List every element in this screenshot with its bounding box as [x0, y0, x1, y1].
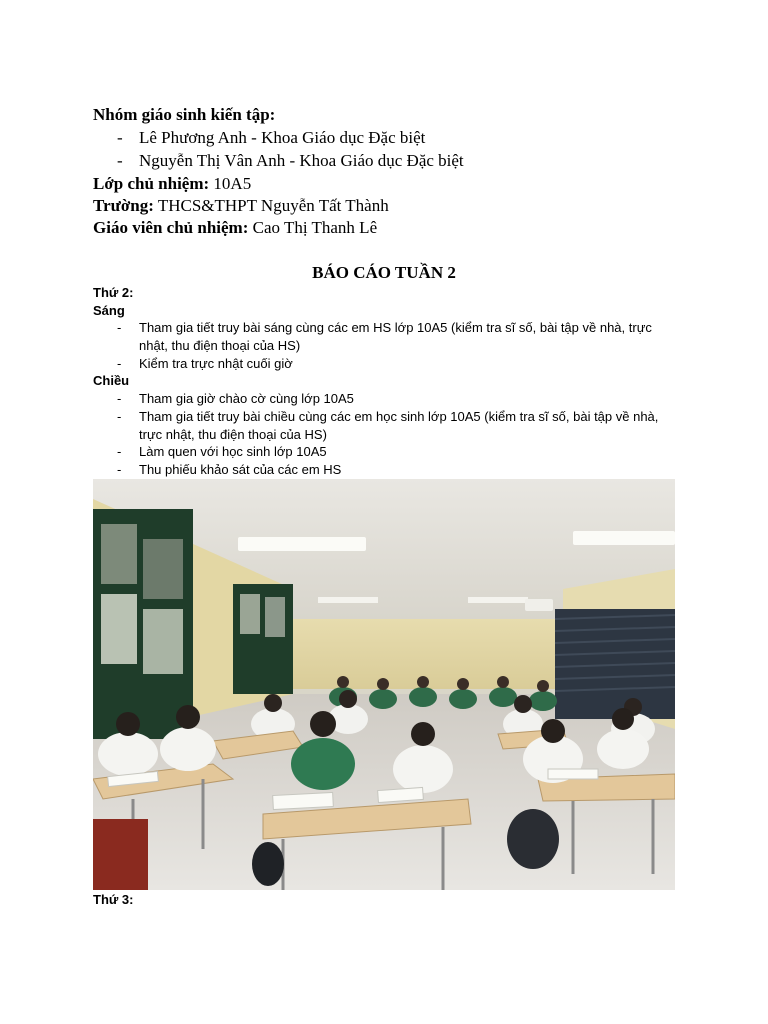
member-name: Nguyễn Thị Vân Anh - Khoa Giáo dục Đặc biệt	[139, 151, 464, 170]
bullet-dash: -	[117, 462, 122, 477]
morning-item-text: Kiểm tra trực nhật cuối giờ	[139, 356, 293, 371]
bullet-dash: -	[117, 151, 123, 170]
group-heading	[93, 104, 275, 126]
class-label: Lớp chủ nhiệm:	[93, 174, 210, 193]
morning-label: Sáng	[93, 303, 125, 318]
bullet-dash: -	[117, 128, 123, 147]
bullet-dash: -	[117, 391, 122, 406]
classroom-photo	[93, 479, 675, 890]
group-label: Nhóm giáo sinh kiến tập:	[93, 105, 276, 124]
teacher-value: Cao Thị Thanh Lê	[252, 218, 378, 237]
afternoon-item-text: Thu phiếu khảo sát của các em HS	[139, 462, 342, 477]
bullet-dash: -	[117, 356, 122, 371]
member-name: Lê Phương Anh - Khoa Giáo dục Đặc biệt	[139, 128, 426, 147]
school-value: THCS&THPT Nguyễn Tất Thành	[157, 196, 389, 215]
morning-item-text: Tham gia tiết truy bài sáng cùng các em HS lớp 10A5 (kiểm tra sĩ số, bài tập về nhà, trực nhật, thu điện thoại của HS)	[139, 320, 652, 353]
bullet-dash: -	[117, 444, 122, 459]
bullet-dash: -	[117, 409, 122, 424]
class-value: 10A5	[213, 174, 252, 193]
bullet-dash: -	[117, 320, 122, 335]
school-label: Trường:	[93, 196, 154, 215]
day-label-monday: Thứ 2:	[93, 285, 134, 300]
afternoon-item-text: Tham gia giờ chào cờ cùng lớp 10A5	[139, 391, 354, 406]
teacher-label: Giáo viên chủ nhiệm:	[93, 218, 249, 237]
afternoon-label: Chiều	[93, 373, 130, 388]
day-label-tuesday: Thứ 3:	[93, 892, 134, 907]
teacher-line	[93, 217, 377, 239]
school-line	[93, 195, 389, 217]
afternoon-item-text: Làm quen với học sinh lớp 10A5	[139, 444, 327, 459]
afternoon-item-text: Tham gia tiết truy bài chiều cùng các em học sinh lớp 10A5 (kiểm tra sĩ số, bài tập về nhà, trực nhật, thu điện thoại của HS)	[139, 409, 659, 442]
class-line	[93, 173, 251, 195]
report-title: BÁO CÁO TUẦN 2	[312, 263, 456, 282]
